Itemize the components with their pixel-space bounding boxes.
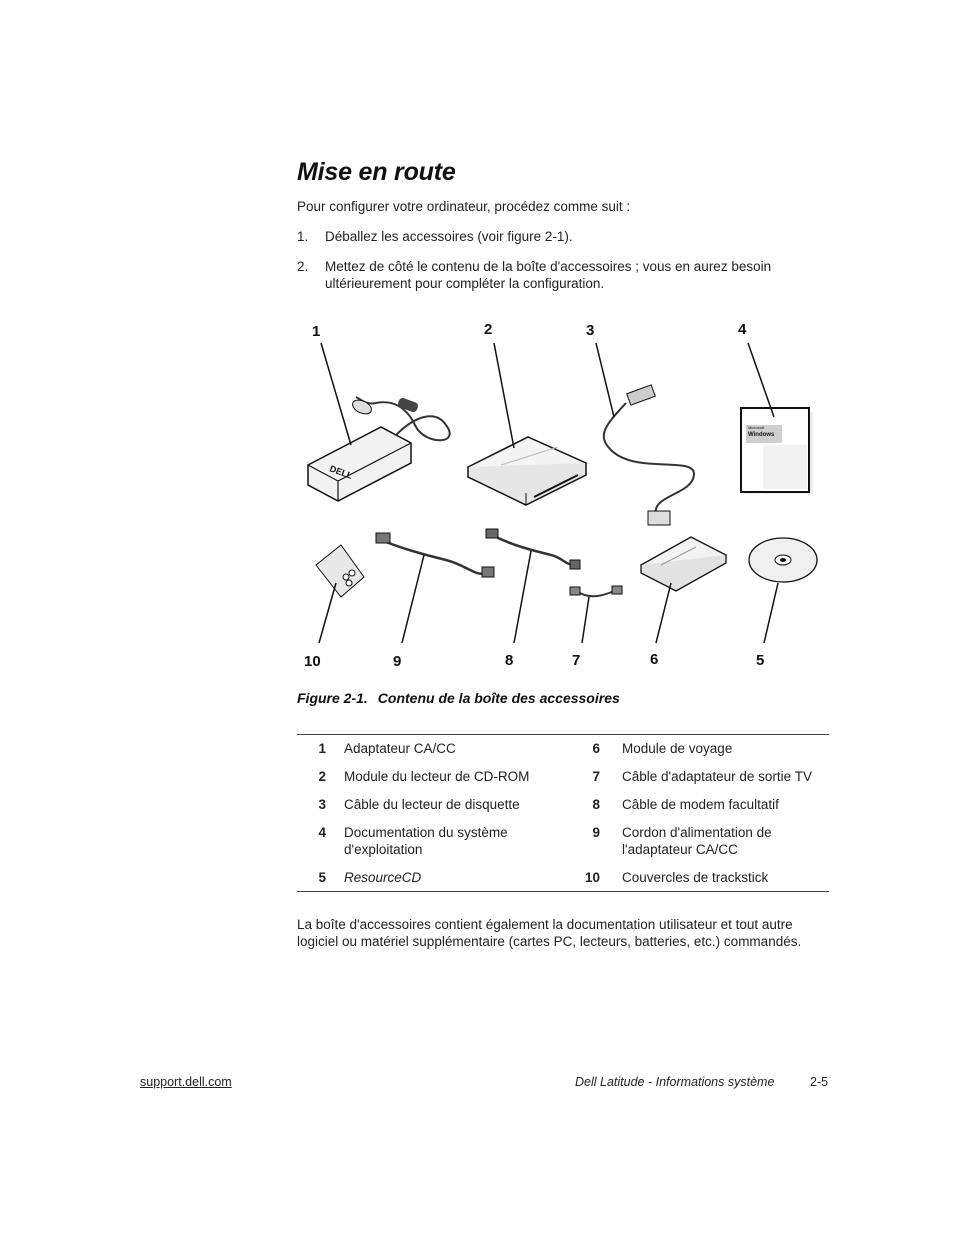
callout-label: 9 <box>393 653 402 670</box>
legend-text: ResourceCD <box>344 870 422 885</box>
callout-label: 4 <box>738 321 747 338</box>
page-number: 2-5 <box>810 1075 829 1089</box>
table-row <box>297 869 829 892</box>
svg-text:Microsoft: Microsoft <box>748 425 765 430</box>
step-number: 1. <box>297 229 309 244</box>
callout-label: 1 <box>312 323 321 340</box>
legend-number: 1 <box>318 741 326 756</box>
legend-text: Câble d'adaptateur de sortie TV <box>622 769 812 784</box>
callout-label: 3 <box>586 322 595 339</box>
legend-text: Couvercles de trackstick <box>622 870 769 885</box>
callout-label: 7 <box>572 652 581 669</box>
accessories-figure <box>296 315 830 675</box>
footer-doc-title: Dell Latitude - Informations système <box>575 1075 775 1089</box>
step-number: 2. <box>297 259 309 274</box>
legend-number: 7 <box>592 769 600 784</box>
legend-number: 2 <box>318 769 326 784</box>
legend-number: 3 <box>318 797 326 812</box>
closing-paragraph: La boîte d'accessoires contient également la documentation utilisateur et tout autre logiciel ou matériel supplémentaire (cartes PC, lecteurs, batteries, etc.) commandés. <box>297 917 802 949</box>
figure-caption-label: Figure 2-1. <box>297 690 368 706</box>
page-title: Mise en route <box>297 158 456 186</box>
legend-text: Câble du lecteur de disquette <box>344 797 520 812</box>
table-row <box>297 735 829 769</box>
svg-text:DELL: DELL <box>328 463 354 481</box>
step-text: Déballez les accessoires (voir figure 2-1). <box>325 229 573 244</box>
table-row <box>297 824 829 869</box>
intro-paragraph: Pour configurer votre ordinateur, procédez comme suit : <box>297 199 631 214</box>
callout-label: 10 <box>304 653 321 670</box>
table-row <box>297 796 829 824</box>
support-link[interactable]: support.dell.com <box>140 1075 232 1089</box>
legend-text: Documentation du système d'exploitation <box>344 825 508 857</box>
svg-text:Windows: Windows <box>748 432 775 438</box>
legend-number: 8 <box>592 797 600 812</box>
step-2 <box>297 258 817 294</box>
callout-label: 8 <box>505 652 514 669</box>
legend-text: Cordon d'alimentation de l'adaptateur CA/CC <box>622 825 772 857</box>
figure-caption-text: Contenu de la boîte des accessoires <box>377 690 620 706</box>
step-text: Mettez de côté le contenu de la boîte d'accessoires ; vous en aurez besoin ultérieurement pour compléter la configuration. <box>325 259 772 291</box>
legend-number: 5 <box>318 870 326 885</box>
resource-cd-illustration <box>749 538 817 582</box>
legend-text: Câble de modem facultatif <box>622 797 779 812</box>
legend-text: Module de voyage <box>622 741 733 756</box>
legend-table <box>297 734 829 892</box>
callout-label: 5 <box>756 652 765 669</box>
step-1 <box>297 228 817 246</box>
os-manual-illustration <box>741 408 813 494</box>
legend-number: 9 <box>592 825 600 840</box>
legend-text: Adaptateur CA/CC <box>344 741 456 756</box>
legend-text: Module du lecteur de CD-ROM <box>344 769 530 784</box>
callout-label: 6 <box>650 651 659 668</box>
callout-label: 2 <box>484 321 493 338</box>
legend-number: 10 <box>584 870 600 885</box>
legend-number: 4 <box>318 825 326 840</box>
figure-caption <box>297 690 620 706</box>
legend-number: 6 <box>592 741 600 756</box>
table-row <box>297 768 829 796</box>
